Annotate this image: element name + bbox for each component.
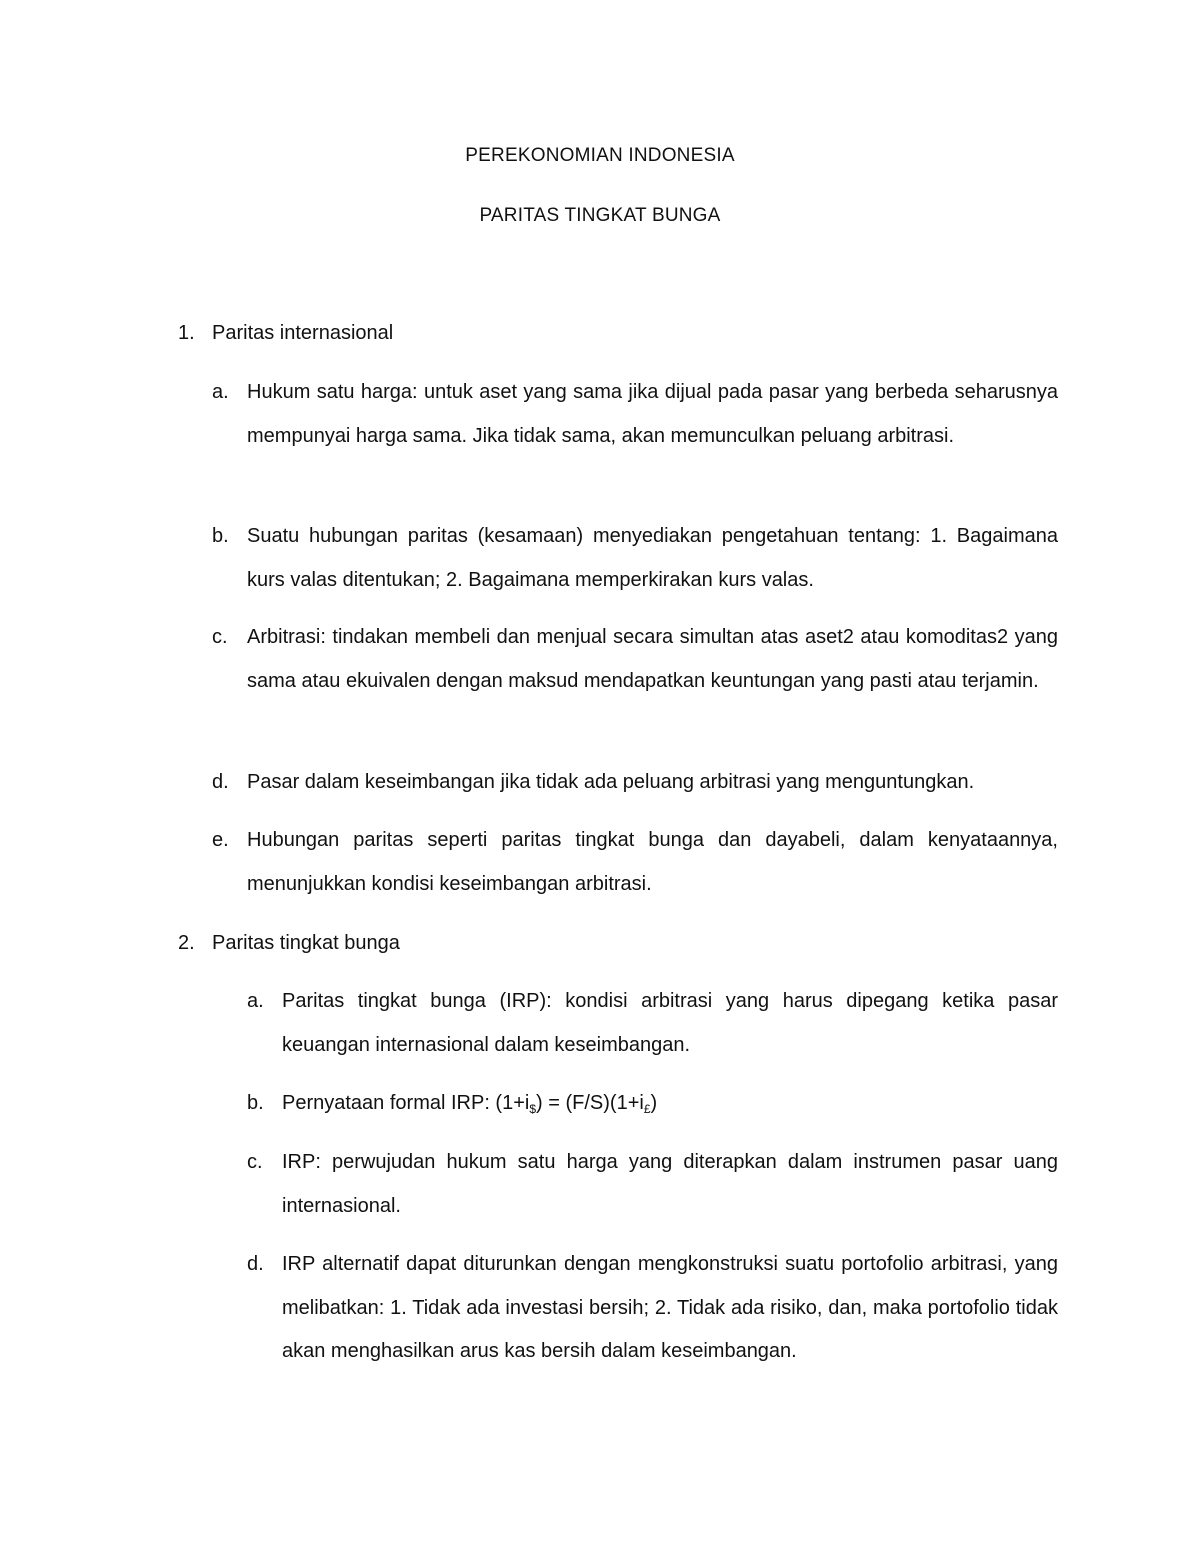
- formula-suffix: ): [650, 1092, 658, 1114]
- list-marker: b.: [247, 1092, 264, 1114]
- list-item-text: Hubungan paritas seperti paritas tingkat bunga dan dayabeli, dalam kenyataannya, menunjukkan kondisi keseimbangan arbitrasi.: [247, 829, 1058, 895]
- irp-formula: [282, 1082, 1058, 1126]
- list-item-text: Arbitrasi: tindakan membeli dan menjual secara simultan atas aset2 atau komoditas2 yang sama atau ekuivalen dengan maksud mendapatkan keuntungan yang pasti atau terjamin.: [247, 626, 1058, 692]
- list-marker: c.: [212, 626, 228, 648]
- section-number: 2.: [178, 932, 195, 954]
- formula-middle: ) = (F/S)(1+i: [536, 1092, 644, 1114]
- document-title: PEREKONOMIAN INDONESIA: [465, 145, 735, 166]
- list-marker: a.: [212, 381, 229, 403]
- list-marker: e.: [212, 829, 229, 851]
- section-label: Paritas internasional: [212, 322, 394, 344]
- list-item-text: IRP: perwujudan hukum satu harga yang diterapkan dalam instrumen pasar uang internasional.: [282, 1151, 1058, 1217]
- document-subtitle: PARITAS TINGKAT BUNGA: [479, 205, 721, 226]
- list-marker: b.: [212, 525, 229, 547]
- list-item-text: Pasar dalam keseimbangan jika tidak ada peluang arbitrasi yang menguntungkan.: [247, 771, 975, 793]
- list-item-text: IRP alternatif dapat diturunkan dengan mengkonstruksi suatu portofolio arbitrasi, yang melibatkan: 1. Tidak ada investasi bersih; 2. Tidak ada risiko, dan, maka portofolio tidak akan menghasilkan arus kas bersih dalam keseimbangan.: [282, 1253, 1058, 1362]
- list-item-text: Paritas tingkat bunga (IRP): kondisi arbitrasi yang harus dipegang ketika pasar keuangan internasional dalam keseimbangan.: [282, 990, 1058, 1056]
- section-label: Paritas tingkat bunga: [212, 932, 400, 954]
- list-marker: d.: [247, 1253, 264, 1275]
- section-number: 1.: [178, 322, 195, 344]
- list-marker: d.: [212, 771, 229, 793]
- list-item-text: Hukum satu harga: untuk aset yang sama jika dijual pada pasar yang berbeda seharusnya mempunyai harga sama. Jika tidak sama, akan memunculkan peluang arbitrasi.: [247, 381, 1058, 447]
- formula-subscript-pound: £: [643, 1102, 651, 1116]
- list-marker: c.: [247, 1151, 263, 1173]
- list-marker: a.: [247, 990, 264, 1012]
- list-item-text: Suatu hubungan paritas (kesamaan) menyediakan pengetahuan tentang: 1. Bagaimana kurs valas ditentukan; 2. Bagaimana memperkirakan kurs valas.: [247, 525, 1058, 591]
- formula-prefix: Pernyataan formal IRP: (1+i: [282, 1092, 530, 1114]
- formula-subscript-dollar: $: [529, 1102, 537, 1116]
